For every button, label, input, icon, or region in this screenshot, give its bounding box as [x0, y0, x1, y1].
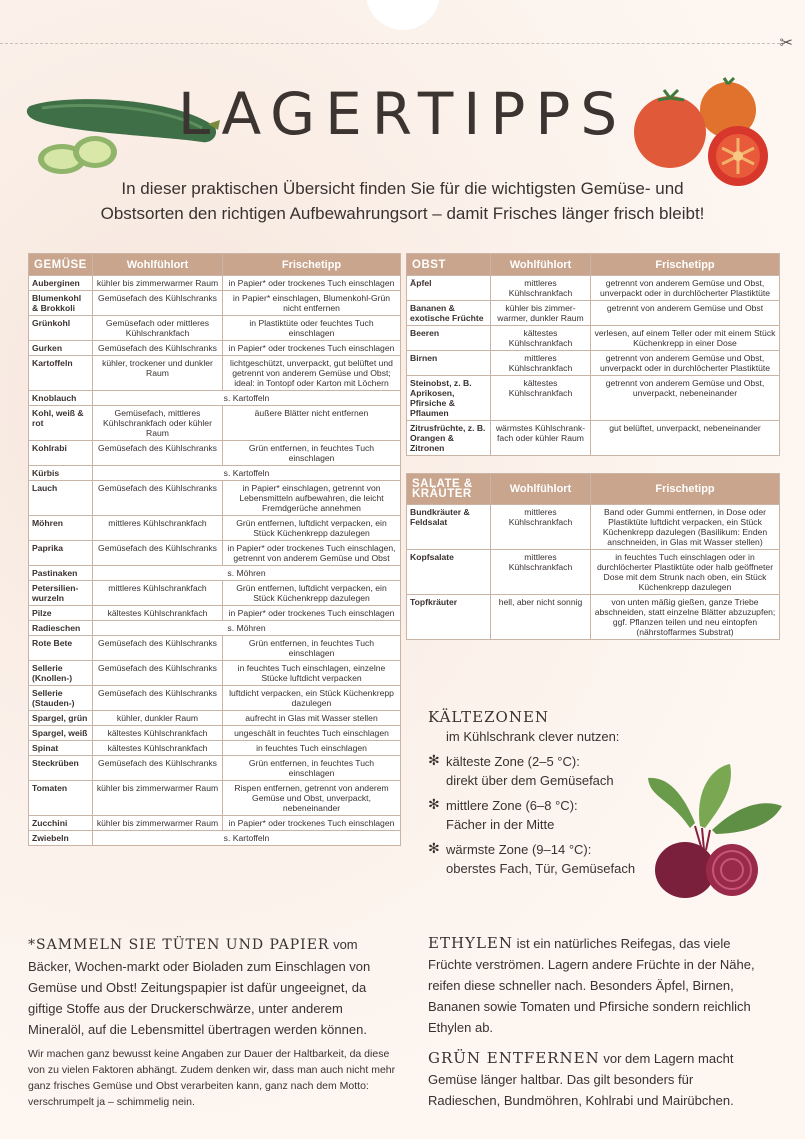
zone-label: mittlere Zone (6–8 °C): [446, 798, 578, 813]
table-row [29, 816, 401, 831]
freshness-tip: getrennt von anderem Gemüse und Obst, unverpackt oder in durchlöcherter Plastiktüte [591, 351, 780, 376]
freshness-tip: von unten mäßig gießen, ganze Triebe abschneiden, statt einzelne Blätter abzuzupfen; ggf. Pflanzen teilen und neu eintopfen (nährstoffarmes Substrat) [591, 595, 780, 640]
col-header-category: GEMÜSE [29, 254, 93, 276]
storage-place: mittleres Kühlschrankfach [491, 505, 591, 550]
item-name: Blumenkohl & Brokkoli [29, 291, 93, 316]
table-row [29, 391, 401, 406]
freshness-tip: Grün entfernen, in feuchtes Tuch einschlagen [223, 636, 401, 661]
item-name: Bundkräuter & Feldsalat [407, 505, 491, 550]
table-row [407, 595, 780, 640]
item-name: Auberginen [29, 276, 93, 291]
storage-place: mittleres Kühlschrankfach [93, 581, 223, 606]
freshness-tip: getrennt von anderem Gemüse und Obst, unverpackt, nebeneinander [591, 376, 780, 421]
storage-place: Gemüsefach des Kühlschranks [93, 441, 223, 466]
gruen-text: vor dem Lagern macht Gemüse länger haltbar. Das gilt besonders für Radieschen, Bundmöhren, Kohlrabi und Mairübchen. [428, 1051, 734, 1108]
item-name: Spargel, grün [29, 711, 93, 726]
item-name: Grünkohl [29, 316, 93, 341]
item-name: Topfkräuter [407, 595, 491, 640]
item-name: Kohl, weiß & rot [29, 406, 93, 441]
freshness-tip: Grün entfernen, in feuchtes Tuch einschlagen [223, 441, 401, 466]
scissors-icon: ✂ [779, 33, 793, 52]
table-row [29, 726, 401, 741]
storage-place: Gemüsefach des Kühlschranks [93, 686, 223, 711]
table-row [29, 481, 401, 516]
cross-reference: s. Kartoffeln [93, 391, 401, 406]
table-row [29, 606, 401, 621]
item-name: Kürbis [29, 466, 93, 481]
col-header-ort: Wohlfühlort [491, 474, 591, 505]
kaeltezonen-title: KÄLTEZONEN [428, 708, 550, 726]
freshness-tip: in feuchtes Tuch einschlagen oder in durchlöcherter Plastiktüte oder halb geöffneter Dose mit dem Strunk nach oben, ein Stück Küchenkrepp dazulegen [591, 550, 780, 595]
item-name: Pilze [29, 606, 93, 621]
storage-place: kühler bis zimmerwarmer Raum [93, 781, 223, 816]
storage-place: kühler bis zimmer-warmer, dunkler Raum [491, 301, 591, 326]
table-row [29, 686, 401, 711]
freshness-tip: Grün entfernen, luftdicht verpacken, ein Stück Küchenkrepp dazulegen [223, 516, 401, 541]
storage-place: Gemüsefach, mittleres Kühlschrankfach oder kühler Raum [93, 406, 223, 441]
storage-place: Gemüsefach des Kühlschranks [93, 541, 223, 566]
footnote-paper [28, 934, 400, 1040]
col-header-tipp: Frischetipp [591, 254, 780, 276]
zone-item [428, 752, 638, 790]
table-row [407, 505, 780, 550]
storage-place: Gemüsefach des Kühlschranks [93, 636, 223, 661]
item-name: Zitrusfrüchte, z. B. Orangen & Zitronen [407, 421, 491, 456]
footnote-heading: *SAMMELN SIE TÜTEN UND PAPIER [28, 937, 330, 953]
storage-place: wärmstes Kühlschrank-fach oder kühler Raum [491, 421, 591, 456]
freshness-tip: in feuchtes Tuch einschlagen [223, 741, 401, 756]
item-name: Rote Bete [29, 636, 93, 661]
storage-place: Gemüsefach des Kühlschranks [93, 756, 223, 781]
snowflake-icon: ✻ [428, 753, 440, 769]
table-row [29, 341, 401, 356]
storage-place: mittleres Kühlschrankfach [93, 516, 223, 541]
freshness-tip: äußere Blätter nicht entfernen [223, 406, 401, 441]
storage-place: hell, aber nicht sonnig [491, 595, 591, 640]
col-header-ort: Wohlfühlort [93, 254, 223, 276]
cross-reference: s. Kartoffeln [93, 466, 401, 481]
storage-place: mittleres Kühlschrankfach [491, 276, 591, 301]
col-header-ort: Wohlfühlort [491, 254, 591, 276]
item-name: Möhren [29, 516, 93, 541]
table-row [29, 781, 401, 816]
table-row [29, 581, 401, 606]
storage-place: kältestes Kühlschrankfach [491, 376, 591, 421]
table-row [29, 516, 401, 541]
freshness-tip: getrennt von anderem Gemüse und Obst [591, 301, 780, 326]
table-row [29, 636, 401, 661]
item-name: Pastinaken [29, 566, 93, 581]
storage-place: mittleres Kühlschrankfach [491, 550, 591, 595]
table-row [29, 741, 401, 756]
freshness-tip: in Papier* oder trockenes Tuch einschlagen [223, 606, 401, 621]
item-name: Sellerie (Stauden-) [29, 686, 93, 711]
zone-label: wärmste Zone (9–14 °C): [446, 842, 592, 857]
storage-place: kühler bis zimmerwarmer Raum [93, 816, 223, 831]
table-row [29, 621, 401, 636]
freshness-tip: in Papier* oder trockenes Tuch einschlagen [223, 276, 401, 291]
item-name: Gurken [29, 341, 93, 356]
storage-place: Gemüsefach oder mittleres Kühlschrankfach [93, 316, 223, 341]
zone-item [428, 840, 638, 878]
item-name: Zucchini [29, 816, 93, 831]
freshness-tip: in Papier* oder trockenes Tuch einschlagen [223, 341, 401, 356]
freshness-tip: getrennt von anderem Gemüse und Obst, unverpackt oder in durchlöcherter Plastiktüte [591, 276, 780, 301]
storage-place: kühler, dunkler Raum [93, 711, 223, 726]
freshness-tip: luftdicht verpacken, ein Stück Küchenkrepp dazulegen [223, 686, 401, 711]
item-name: Kartoffeln [29, 356, 93, 391]
item-name: Paprika [29, 541, 93, 566]
storage-place: Gemüsefach des Kühlschranks [93, 661, 223, 686]
footnote-text: vom Bäcker, Wochen-markt oder Bioladen zum Einschlagen von Gemüse und Obst! Zeitungspapier ist dafür ungeeignet, da giftige Stoffe aus der Druckerschwärze, unter anderem Mineralöl, auf die Lebensmittel übertragen werden können. [28, 937, 371, 1037]
table-row [407, 351, 780, 376]
item-name: Radieschen [29, 621, 93, 636]
table-row [407, 301, 780, 326]
item-name: Birnen [407, 351, 491, 376]
snowflake-icon: ✻ [428, 841, 440, 857]
zone-desc: oberstes Fach, Tür, Gemüsefach [446, 861, 636, 876]
cross-reference: s. Kartoffeln [93, 831, 401, 846]
ethylen-text: ist ein natürliches Reifegas, das viele Früchte verströmen. Lagern andere Früchte in der Nähe, reifen diese schneller nach. Besonders Äpfel, Birnen, Bananen sowie Tomaten und Pfirsiche sondern reichlich Ethylen ab. [428, 936, 755, 1035]
table-row [407, 376, 780, 421]
zone-desc: Fächer in der Mitte [446, 817, 555, 832]
storage-place: kältestes Kühlschrankfach [491, 326, 591, 351]
col-header-tipp: Frischetipp [591, 474, 780, 505]
obst-table [406, 253, 780, 456]
freshness-tip: lichtgeschützt, unverpackt, gut belüftet und getrennt von anderem Gemüse und Obst; ideal: in Tontopf oder Karton mit Löchern [223, 356, 401, 391]
freshness-tip: in Papier* oder trockenes Tuch einschlagen, getrennt von anderem Gemüse und Obst [223, 541, 401, 566]
table-row [29, 316, 401, 341]
table-row [407, 550, 780, 595]
freshness-tip: Grün entfernen, luftdicht verpacken, ein Stück Küchenkrepp dazulegen [223, 581, 401, 606]
item-name: Bananen & exotische Früchte [407, 301, 491, 326]
freshness-tip: Rispen entfernen, getrennt von anderem Gemüse und Obst, unverpackt, nebeneinander [223, 781, 401, 816]
gruen-heading: GRÜN ENTFERNEN [428, 1049, 600, 1067]
freshness-tip: in Papier* einschlagen, getrennt von Lebensmitteln aufbewahren, die leicht Fremdgerüche annehmen [223, 481, 401, 516]
table-row [29, 661, 401, 686]
table-row [29, 566, 401, 581]
freshness-tip: in Plastiktüte oder feuchtes Tuch einschlagen [223, 316, 401, 341]
storage-place: Gemüsefach des Kühlschranks [93, 481, 223, 516]
beetroot-illustration [640, 758, 790, 903]
col-header-tipp: Frischetipp [223, 254, 401, 276]
storage-place: mittleres Kühlschrankfach [491, 351, 591, 376]
freshness-tip: aufrecht in Glas mit Wasser stellen [223, 711, 401, 726]
freshness-tip: in Papier* oder trockenes Tuch einschlagen [223, 816, 401, 831]
table-row [29, 441, 401, 466]
snowflake-icon: ✻ [428, 797, 440, 813]
ethylen-heading: ETHYLEN [428, 934, 513, 952]
table-row [29, 356, 401, 391]
intro-text: In dieser praktischen Übersicht finden Sie für die wichtigsten Gemüse- und Obstsorten den richtigen Aufbewahrungsort – damit Frisches länger frisch bleibt! [100, 179, 705, 223]
item-name: Sellerie (Knollen-) [29, 661, 93, 686]
kaeltezonen-subtitle: im Kühlschrank clever nutzen: [446, 729, 620, 744]
table-row [29, 711, 401, 726]
storage-place: Gemüsefach des Kühlschranks [93, 291, 223, 316]
ethylen-box [428, 933, 763, 1038]
freshness-tip: ungeschält in feuchtes Tuch einschlagen [223, 726, 401, 741]
freshness-tip: Grün entfernen, in feuchtes Tuch einschlagen [223, 756, 401, 781]
storage-place: kühler bis zimmerwarmer Raum [93, 276, 223, 291]
item-name: Kopfsalate [407, 550, 491, 595]
table-row [407, 276, 780, 301]
table-row [407, 326, 780, 351]
table-row [29, 466, 401, 481]
freshness-tip: in Papier* einschlagen, Blumenkohl-Grün nicht entfernen [223, 291, 401, 316]
gruen-entfernen-box [428, 1048, 763, 1111]
zone-desc: direkt über dem Gemüsefach [446, 773, 614, 788]
item-name: Zwiebeln [29, 831, 93, 846]
item-name: Spargel, weiß [29, 726, 93, 741]
storage-place: Gemüsefach des Kühlschranks [93, 341, 223, 356]
item-name: Tomaten [29, 781, 93, 816]
storage-place: kältestes Kühlschrankfach [93, 606, 223, 621]
table-row [29, 406, 401, 441]
item-name: Spinat [29, 741, 93, 756]
freshness-tip: Band oder Gummi entfernen, in Dose oder Plastiktüte luftdicht verpacken, ein Stück Küchenkrepp dazulegen (Basilikum: Enden anschneiden, in Glas mit Wasser stellen) [591, 505, 780, 550]
storage-place: kältestes Kühlschrankfach [93, 741, 223, 756]
table-row [29, 756, 401, 781]
salate-table [406, 473, 780, 640]
page-title: LAGERTIPPS [177, 80, 628, 148]
table-row [29, 291, 401, 316]
table-row [407, 421, 780, 456]
storage-place: kühler, trockener und dunkler Raum [93, 356, 223, 391]
item-name: Lauch [29, 481, 93, 516]
item-name: Steinobst, z. B. Aprikosen, Pfirsiche & Pflaumen [407, 376, 491, 421]
zone-item [428, 796, 638, 834]
cross-reference: s. Möhren [93, 566, 401, 581]
freshness-tip: gut belüftet, unverpackt, nebeneinander [591, 421, 780, 456]
disclaimer-text: Wir machen ganz bewusst keine Angaben zur Dauer der Haltbarkeit, da diese von zu vielen Faktoren abhängt. Zudem denken wir, dass man auch nicht mehr ganz frisches Gemüse und Obst verarbeiten kann, ganz nach dem Motto: verschrumpelt ja – schimmelig nein. [28, 1048, 396, 1108]
freshness-tip: verlesen, auf einem Teller oder mit einem Stück Küchenkrepp in einer Dose [591, 326, 780, 351]
item-name: Beeren [407, 326, 491, 351]
cross-reference: s. Möhren [93, 621, 401, 636]
table-row [29, 541, 401, 566]
gemuese-table [28, 253, 401, 846]
freshness-tip: in feuchtes Tuch einschlagen, einzelne Stücke luftdicht verpacken [223, 661, 401, 686]
item-name: Kohlrabi [29, 441, 93, 466]
table-row [29, 831, 401, 846]
storage-place: kältestes Kühlschrankfach [93, 726, 223, 741]
zone-label: kälteste Zone (2–5 °C): [446, 754, 580, 769]
col-header-category: OBST [407, 254, 491, 276]
item-name: Knoblauch [29, 391, 93, 406]
table-row [29, 276, 401, 291]
item-name: Petersilien-wurzeln [29, 581, 93, 606]
col-header-category: SALATE & KRÄUTER [407, 474, 491, 505]
hanging-hole [366, 0, 440, 30]
item-name: Steckrüben [29, 756, 93, 781]
cut-line [0, 43, 785, 44]
item-name: Äpfel [407, 276, 491, 301]
kaeltezonen-box [428, 708, 638, 878]
